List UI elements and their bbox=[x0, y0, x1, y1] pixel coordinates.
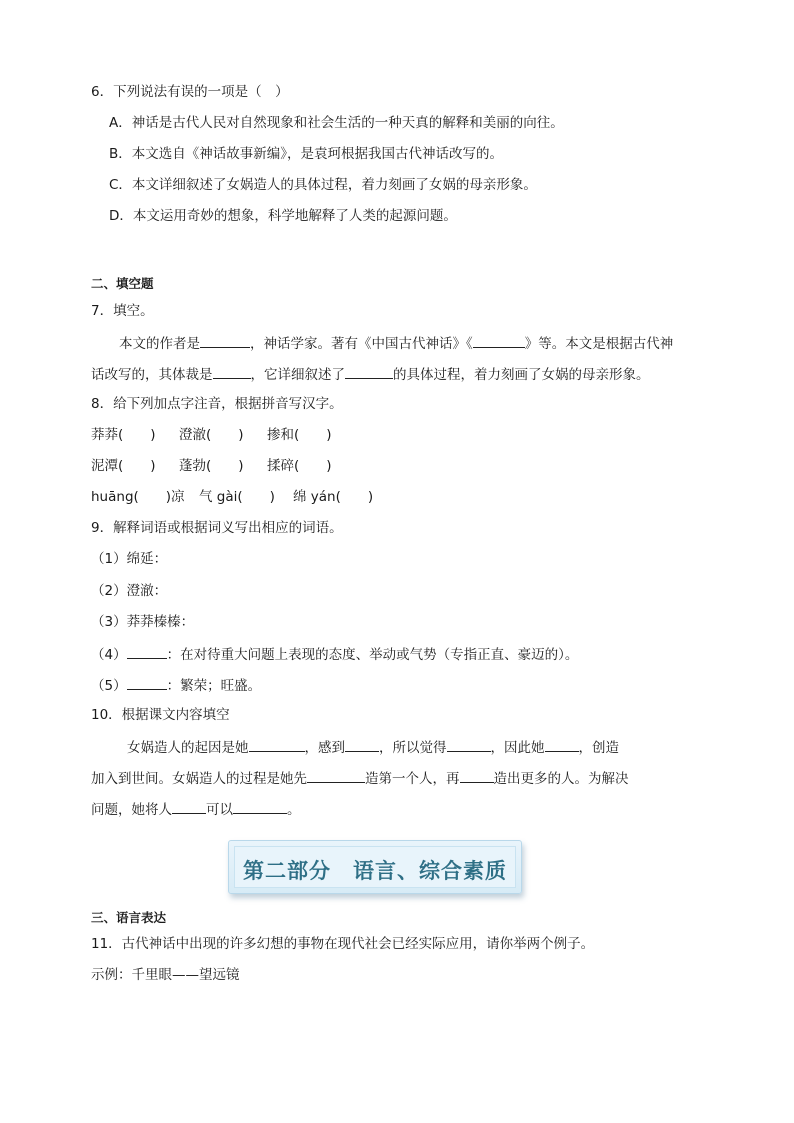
banner-title: 第二部分 语言、综合素质 bbox=[243, 858, 507, 883]
q10-line-1 bbox=[127, 737, 619, 757]
q11-stem: 11．古代神话中出现的许多幻想的事物在现代社会已经实际应用，请你举两个例子。 bbox=[91, 936, 595, 952]
q6-option-c: C．本文详细叙述了女娲造人的具体过程，着力刻画了女娲的母亲形象。 bbox=[109, 177, 537, 193]
q8-item: 揉碎( ) bbox=[267, 458, 332, 474]
q9-item-text: ：在对待重大问题上表现的态度、举动或气势（专指正直、豪迈的）。 bbox=[166, 647, 579, 663]
q10-text: ，感到 bbox=[304, 740, 345, 756]
part-two-banner bbox=[228, 840, 522, 894]
q7-stem: 7．填空。 bbox=[91, 303, 154, 319]
author-blank[interactable] bbox=[200, 333, 250, 348]
q10-line-3 bbox=[91, 799, 301, 819]
q6-stem: 6．下列说法有误的一项是（ ） bbox=[91, 84, 289, 100]
q9-item-number: （5） bbox=[91, 678, 127, 694]
q9-item-number: （4） bbox=[91, 647, 127, 663]
q9-item-3: （3）莽莽榛榛： bbox=[91, 614, 195, 630]
section-heading-language: 三、语言表达 bbox=[91, 910, 167, 925]
q10-line-2 bbox=[91, 768, 629, 788]
q6-option-a: A．神话是古代人民对自然现象和社会生活的一种天真的解释和美丽的向往。 bbox=[109, 115, 564, 131]
q10-text: 造出更多的人。为解决 bbox=[493, 771, 629, 787]
q10-text: 可以 bbox=[206, 802, 233, 818]
divide-blank[interactable] bbox=[172, 799, 206, 814]
cause-blank[interactable] bbox=[249, 737, 305, 752]
q10-text: 问题，她将人 bbox=[91, 802, 172, 818]
q7-text: 本文的作者是 bbox=[119, 336, 200, 352]
action-blank[interactable] bbox=[545, 737, 579, 752]
q7-text: 的具体过程，着力刻画了女娲的母亲形象。 bbox=[393, 367, 650, 383]
reproduce-blank[interactable] bbox=[233, 799, 287, 814]
q10-text: 女娲造人的起因是她 bbox=[127, 740, 249, 756]
q7-text: ，它详细叙述了 bbox=[250, 367, 345, 383]
q9-stem: 9．解释词语或根据词义写出相应的词语。 bbox=[91, 520, 343, 536]
q7-line-2 bbox=[91, 364, 650, 384]
q7-text: 》等。本文是根据古代神 bbox=[524, 336, 674, 352]
q8-item: 掺和( ) bbox=[267, 427, 332, 443]
book-title-blank[interactable] bbox=[473, 333, 525, 348]
q8-item: 蓬勃( ) bbox=[179, 458, 244, 474]
section-heading-fill-blank: 二、填空题 bbox=[91, 276, 154, 291]
q6-option-d: D．本文运用奇妙的想象，科学地解释了人类的起源问题。 bbox=[109, 208, 457, 224]
q6-option-b: B．本文选自《神话故事新编》，是袁珂根据我国古代神话改写的。 bbox=[109, 146, 504, 162]
feeling-blank[interactable] bbox=[345, 737, 379, 752]
q9-item-4 bbox=[91, 644, 578, 664]
q8-item: huāng( )凉 bbox=[91, 489, 185, 505]
q10-text: 。 bbox=[287, 802, 301, 818]
q10-stem: 10．根据课文内容填空 bbox=[91, 707, 230, 723]
q9-item-2: （2）澄澈： bbox=[91, 583, 168, 599]
q10-text: ，因此她 bbox=[490, 740, 545, 756]
q10-text: 加入到世间。女娲造人的过程是她先 bbox=[91, 771, 307, 787]
process-blank[interactable] bbox=[345, 364, 393, 379]
q9-item-1: （1）绵延： bbox=[91, 551, 168, 567]
q8-item: 澄澈( ) bbox=[179, 427, 244, 443]
q7-line-1 bbox=[119, 333, 673, 353]
q10-text: ，所以觉得 bbox=[379, 740, 447, 756]
q8-stem: 8．给下列加点字注音，根据拼音写汉字。 bbox=[91, 396, 343, 412]
q8-item: 泥潭( ) bbox=[91, 458, 156, 474]
q8-item: 绵 yán( ) bbox=[293, 489, 374, 505]
q8-item: 气 gài( ) bbox=[199, 489, 275, 505]
q9-item-text: ：繁荣；旺盛。 bbox=[166, 678, 262, 694]
q7-text: 话改写的，其体裁是 bbox=[91, 367, 213, 383]
word-blank[interactable] bbox=[127, 675, 167, 690]
q10-text: 造第一个人，再 bbox=[365, 771, 460, 787]
genre-blank[interactable] bbox=[213, 364, 251, 379]
second-method-blank[interactable] bbox=[460, 768, 494, 783]
q7-text: ，神话学家。著有《中国古代神话》《 bbox=[250, 336, 473, 352]
q8-item: 莽莽( ) bbox=[91, 427, 156, 443]
q9-item-5 bbox=[91, 675, 261, 695]
q10-text: ，创造 bbox=[578, 740, 619, 756]
word-blank[interactable] bbox=[127, 644, 167, 659]
first-method-blank[interactable] bbox=[307, 768, 365, 783]
q11-example: 示例：千里眼——望远镜 bbox=[91, 967, 240, 983]
reason-blank[interactable] bbox=[447, 737, 491, 752]
